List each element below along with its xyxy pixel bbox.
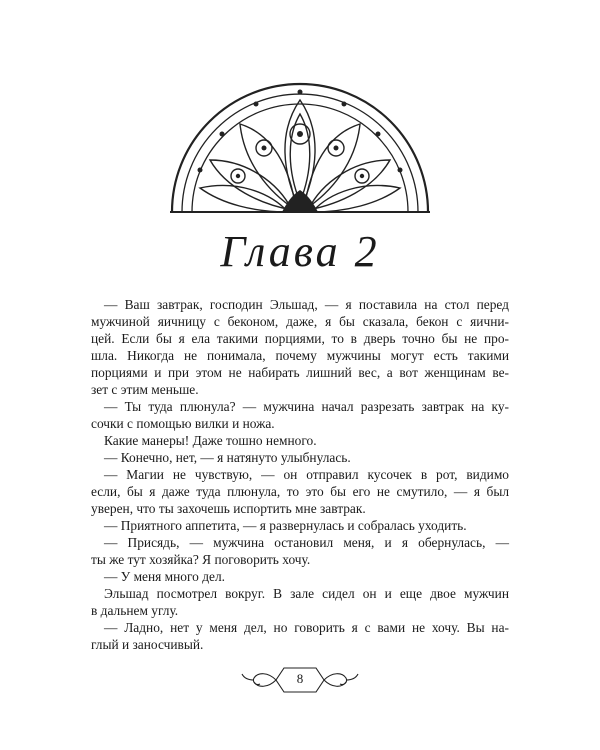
text-line: в дальнем углу. <box>91 603 179 618</box>
text-line: сочки с помощью вилки и ножа. <box>91 416 275 431</box>
text-line: — Ваш завтрак, господин Эльшад, — я поставила на стол перед <box>104 297 509 312</box>
text-line: — У меня много дел. <box>104 569 225 584</box>
text-line: — Конечно, нет, — я натянуто улыбнулась. <box>104 450 351 465</box>
paragraph <box>91 466 509 517</box>
rose-window-ornament <box>170 62 430 214</box>
paragraph <box>91 449 509 466</box>
text-line: — Магии не чувствую, — он отправил кусочек в рот, видимо <box>104 467 509 482</box>
text-line: зет с этим меньше. <box>91 382 199 397</box>
text-line: порциями и при этом не набирать лишний вес, а вот женщинам ве- <box>91 365 509 380</box>
chapter-body <box>91 296 509 653</box>
text-line: уверен, что ты захочешь испортить мне завтрак. <box>91 501 366 516</box>
text-line: шла. Никогда не понимала, почему мужчины могут есть такими <box>91 348 509 363</box>
text-line: глый и заносчивый. <box>91 637 204 652</box>
text-line: Эльшад посмотрел вокруг. В зале сидел он и еще двое мужчин <box>104 586 509 601</box>
text-line: — Ладно, нет у меня дел, но говорить я с вами не хочу. Вы на- <box>104 620 509 635</box>
paragraph <box>91 432 509 449</box>
text-line: Какие манеры! Даже тошно немного. <box>104 433 317 448</box>
paragraph <box>91 517 509 534</box>
text-line: цей. Если бы я ела такими порциями, то в дверь точно бы не про- <box>91 331 509 346</box>
paragraph <box>91 585 509 619</box>
text-line: — Приятного аппетита, — я развернулась и собралась уходить. <box>104 518 467 533</box>
text-line: ты же тут хозяйка? Я поговорить хочу. <box>91 552 311 567</box>
page-number-frame <box>240 662 360 698</box>
text-line: если, бы я даже туда плюнула, то это бы его не смутило, — я был <box>91 484 509 499</box>
paragraph <box>91 619 509 653</box>
paragraph <box>91 296 509 398</box>
chapter-title: Глава 2 <box>220 227 380 276</box>
page-number: 8 <box>296 671 304 686</box>
paragraph <box>91 568 509 585</box>
text-line: мужчиной яичницу с беконом, даже, я бы сказала, бекон с яични- <box>91 314 509 329</box>
paragraph <box>91 534 509 568</box>
text-line: — Ты туда плюнула? — мужчина начал разрезать завтрак на ку- <box>104 399 509 414</box>
paragraph <box>91 398 509 432</box>
text-line: — Присядь, — мужчина остановил меня, и я обернулась, — <box>104 535 509 550</box>
